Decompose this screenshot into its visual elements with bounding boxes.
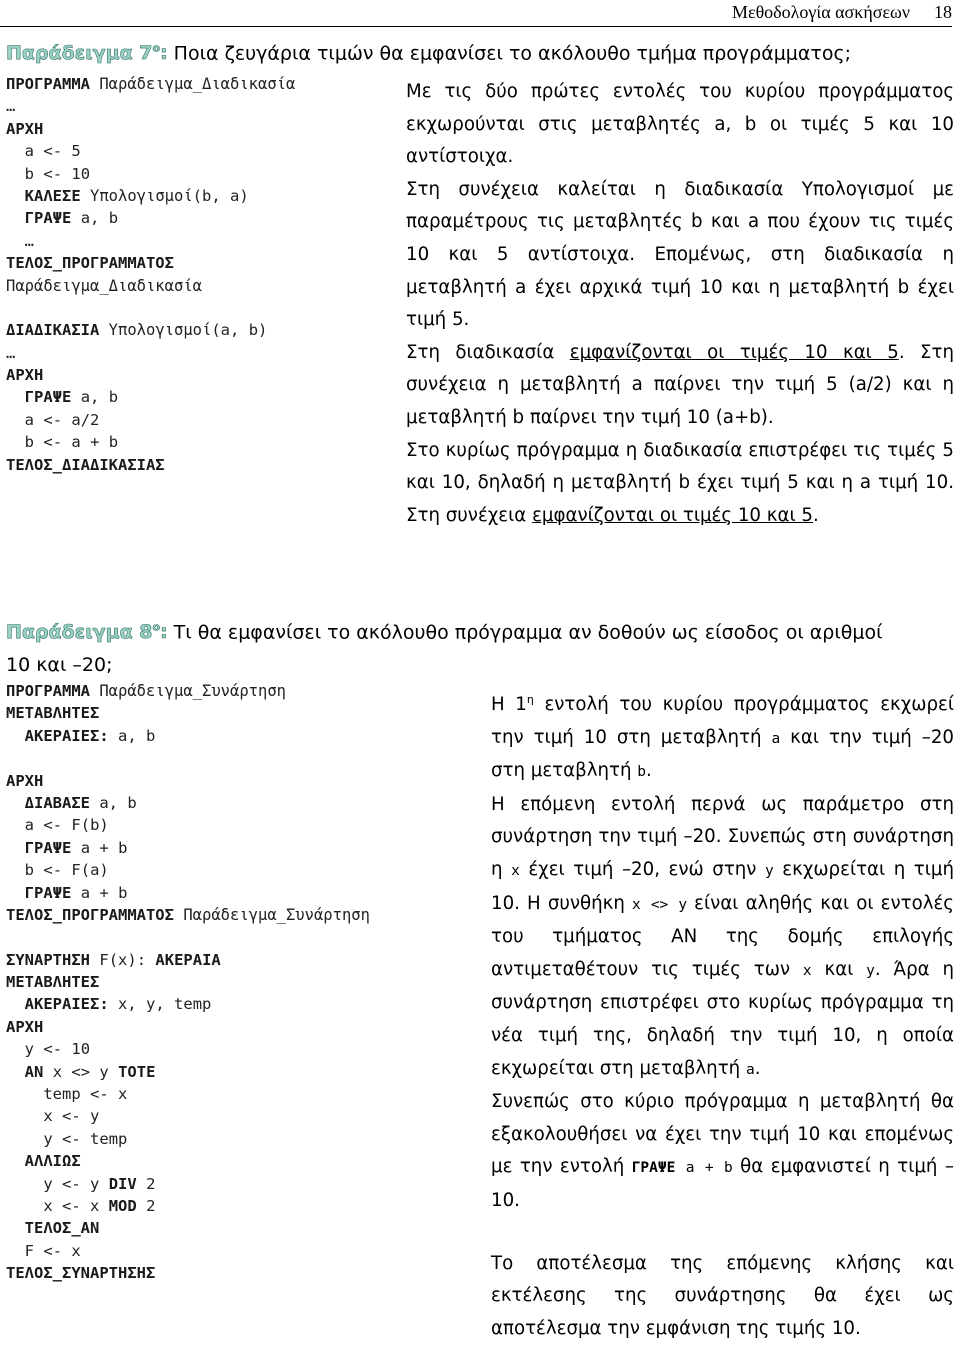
- code-line: ΓΡΑΨΕ a, b: [24, 209, 119, 228]
- explanation-paragraph: Η $1^\eta$ εντολή του κυρίου προγράμματος εκχωρεί την τιμή 10 στη μεταβλητή a και την τιμή –20 στη μεταβλητή b.: [491, 693, 955, 782]
- example-8-title: [6, 621, 883, 643]
- code-line: ΓΡΑΨΕ a + b: [24, 883, 128, 902]
- code-line: y <- y DIV 2: [43, 1174, 156, 1193]
- example-7-code: [6, 73, 295, 476]
- example-8-explanation: [491, 684, 954, 1345]
- code-line: y <- temp: [43, 1129, 128, 1148]
- code-line: ΤΕΛΟΣ_ΑΝ: [24, 1219, 100, 1238]
- code-line: ΓΡΑΨΕ a + b: [24, 838, 128, 857]
- code-line: temp <- x: [43, 1085, 128, 1104]
- code-line: Παράδειγμα_Διαδικασία: [6, 276, 202, 295]
- code-line: …: [6, 343, 16, 362]
- code-line: b <- a + b: [24, 433, 119, 452]
- example-8-question-cont: 10 και –20;: [6, 654, 113, 676]
- underlined-output: εμφανίζονται οι τιμές 10 και 5: [532, 504, 813, 526]
- code-line: [6, 747, 370, 769]
- example-8-code: [6, 680, 370, 1285]
- code-line: ΣΥΝΑΡΤΗΣΗ F(x): ΑΚΕΡΑΙΑ: [6, 950, 221, 969]
- explanation-paragraph: Η επόμενη εντολή περνά ως παράμετρο στη συνάρτηση την τιμή –20. Συνεπώς στη συνάρτηση η x έχει τιμή –20, ενώ στην y εκχωρείται η τιμή 10. Η συνθήκη x <> y είναι αληθής και οι εντολές του τμήματος ΑΝ της δομής επιλογής αντιμεταθέτουν τις τιμές των x και y. Άρα η συνάρτηση επιστρέφει στο κυρίως πρόγραμμα τη νέα τιμή της, δηλαδή την τιμή 10, η οποία εκχωρείται στη μεταβλητή a.: [491, 793, 954, 1079]
- code-line: ΠΡΟΓΡΑΜΜΑ Παράδειγμα_Συνάρτηση: [6, 682, 286, 700]
- explanation-paragraph: Στο κυρίως πρόγραμμα η διαδικασία επιστρέφει τις τιμές 5 και 10, δηλαδή η μεταβλητή b έχει τιμή 5 και η a τιμή 10. Στη συνέχεια εμφανίζονται οι τιμές 10 και 5.: [406, 439, 954, 526]
- header-title: Μεθοδολογία ασκήσεων: [732, 2, 910, 22]
- code-line: ΔΙΑΔΙΚΑΣΙΑ Υπολογισμοί(a, b): [6, 321, 268, 340]
- explanation-paragraph: Συνεπώς στο κύριο πρόγραμμα η μεταβλητή θα εξακολουθήσει να έχει την τιμή 10 και επομένως με την εντολή ΓΡΑΨΕ a + b θα εμφανιστεί η τιμή –10.: [491, 1091, 954, 1211]
- code-line: ΑΚΕΡΑΙΕΣ: x, y, temp: [24, 995, 212, 1014]
- code-line: F <- x: [24, 1241, 81, 1260]
- example-7-question: Ποια ζευγάρια τιμών θα εμφανίσει το ακόλουθο τμήμα προγράμματος;: [167, 42, 852, 65]
- code-line: ΤΕΛΟΣ_ΔΙΑΔΙΚΑΣΙΑΣ: [6, 455, 165, 474]
- code-line: [6, 926, 370, 948]
- code-line: ΑΝ x <> y ΤΟΤΕ: [24, 1062, 156, 1081]
- code-line: ΑΛΛΙΩΣ: [24, 1152, 81, 1171]
- underlined-output: εμφανίζονται οι τιμές 10 και 5: [569, 341, 899, 363]
- code-line: …: [24, 231, 35, 250]
- code-line: a <- 5: [24, 142, 81, 161]
- code-line: ΑΡΧΗ: [6, 366, 44, 385]
- code-line: y <- 10: [24, 1040, 91, 1059]
- example-8-question: Τι θα εμφανίσει το ακόλουθο πρόγραμμα αν δοθούν ως είσοδος οι αριθμοί: [167, 621, 883, 644]
- code-line: ΤΕΛΟΣ_ΠΡΟΓΡΑΜΜΑΤΟΣ: [6, 254, 174, 273]
- code-line: a <- a/2: [24, 410, 100, 429]
- example-7-label: Παράδειγμα $7^o$:: [6, 42, 168, 65]
- example-7-title: [6, 42, 851, 64]
- explanation-paragraph: Το αποτέλεσμα της επόμενης κλήσης και εκτέλεσης της συνάρτησης θα έχει ως αποτέλεσμα την εμφάνιση της τιμής 10.: [491, 1252, 954, 1339]
- code-line: …: [6, 97, 16, 116]
- code-line: b <- 10: [24, 164, 91, 183]
- code-line: ΔΙΑΒΑΣΕ a, b: [24, 793, 137, 812]
- code-line: ΚΑΛΕΣΕ Υπολογισμοί(b, a): [24, 186, 249, 205]
- page-header: [0, 2, 952, 27]
- code-line: ΓΡΑΨΕ a, b: [24, 388, 119, 407]
- code-line: ΑΡΧΗ: [6, 119, 44, 138]
- code-line: x <- y: [43, 1107, 100, 1126]
- example-7-explanation: [406, 76, 954, 532]
- code-line: ΑΡΧΗ: [6, 771, 44, 790]
- code-line: ΤΕΛΟΣ_ΠΡΟΓΡΑΜΜΑΤΟΣ Παράδειγμα_Συνάρτηση: [6, 905, 370, 924]
- explanation-paragraph: Στη συνέχεια καλείται η διαδικασία Υπολογισμοί με παραμέτρους τις μεταβλητές b και a που έχουν τις τιμές 10 και 5 αντίστοιχα. Επομένως, στη διαδικασία η μεταβλητή a έχει αρχικά τιμή 10 και η μεταβλητή b έχει τιμή 5.: [406, 178, 954, 331]
- code-line: ΑΡΧΗ: [6, 1017, 44, 1036]
- page-number: 18: [934, 2, 952, 22]
- code-line: ΜΕΤΑΒΛΗΤΕΣ: [6, 973, 100, 992]
- code-line: [6, 297, 295, 319]
- code-line: b <- F(a): [24, 861, 109, 880]
- code-line: x <- x MOD 2: [43, 1196, 156, 1215]
- explanation-paragraph: Με τις δύο πρώτες εντολές του κυρίου προγράμματος εκχωρούνται στις μεταβλητές a, b οι τιμές 5 και 10 αντίστοιχα.: [406, 81, 954, 168]
- example-8-label: Παράδειγμα $8^o$:: [6, 621, 168, 644]
- code-line: ΑΚΕΡΑΙΕΣ: a, b: [24, 726, 156, 745]
- code-line: ΤΕΛΟΣ_ΣΥΝΑΡΤΗΣΗΣ: [6, 1264, 156, 1283]
- code-line: ΜΕΤΑΒΛΗΤΕΣ: [6, 704, 100, 723]
- code-line: ΠΡΟΓΡΑΜΜΑ Παράδειγμα_Διαδικασία: [6, 75, 296, 93]
- code-line: a <- F(b): [24, 816, 109, 835]
- explanation-paragraph: Στη διαδικασία εμφανίζονται οι τιμές 10 και 5. Στη συνέχεια η μεταβλητή a παίρνει την τιμή 5 (a/2) και η μεταβλητή b παίρνει την τιμή 10 (a+b).: [406, 341, 955, 428]
